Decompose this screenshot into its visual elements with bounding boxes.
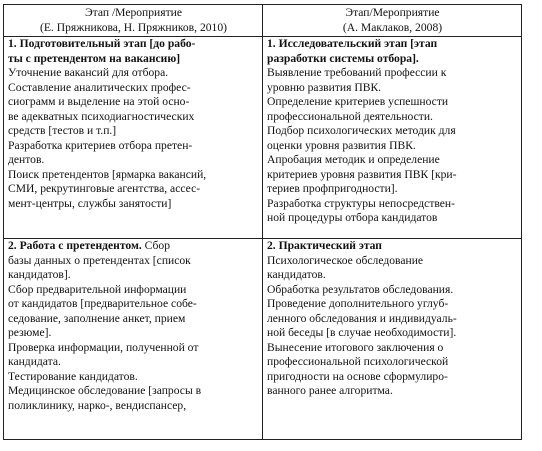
cell-practical-stage <box>263 239 522 440</box>
cell-text-line: ве адекватных психодиагностических <box>8 109 195 123</box>
cell-text-line: разработки системы отбора]. <box>267 51 419 65</box>
table-row <box>4 239 522 440</box>
header-cell-pryazhnikov <box>4 5 263 37</box>
header-source: (А. Маклаков, 2008) <box>342 20 443 34</box>
cell-text-line: Тестирование кандидатов. <box>8 369 138 383</box>
cell-text-line: поликлинику, нарко-, вендиспансер, <box>8 398 187 412</box>
cell-text-line: профессиональной деятельности. <box>267 109 433 123</box>
cell-text-line: Сбор предварительной информации <box>8 282 187 296</box>
cell-text-line: дентов. <box>8 153 45 166</box>
cell-text-line: уровню развития ПВК. <box>267 80 382 94</box>
cell-text-line: СМИ, рекрутинговые агентства, ассес- <box>8 182 201 195</box>
cell-text-line: пригодности на основе сформулиро- <box>267 369 448 383</box>
table-row <box>4 37 522 239</box>
cell-text-line: Медицинское обследование [запросы в <box>8 384 202 397</box>
cell-candidate-work-stage <box>4 239 263 440</box>
cell-text-line: ты с претендентом на вакансию] <box>8 51 181 65</box>
cell-text-line: 1. Исследовательский этап [этап <box>267 37 438 50</box>
cell-text-line: Поиск претендентов [ярмарка вакансий, <box>8 167 207 181</box>
header-label: Этап/Мероприятие <box>345 6 440 19</box>
cell-text-line <box>8 239 259 254</box>
cell-text-line: сиограмм и выделение на этой осно- <box>8 95 190 108</box>
cell-text-line: ванного ранее алгоритма. <box>267 384 393 397</box>
cell-text-line: критериев уровня развития ПВК [кри- <box>267 167 457 181</box>
cell-text-line: Определение критериев успешности <box>267 95 449 108</box>
cell-preparatory-stage <box>4 37 263 239</box>
cell-text-line: ной процедуры отбора кандидатов <box>267 211 438 224</box>
cell-text-line: Составление аналитических профес- <box>8 80 191 94</box>
cell-text-line: Уточнение вакансий для отбора. <box>8 66 169 79</box>
cell-text-line: профессиональной психологической <box>267 355 449 368</box>
cell-text-line: Разработка структуры непосредствен- <box>267 196 456 210</box>
cell-text-line: кандидата. <box>8 355 61 368</box>
cell-research-stage <box>263 37 522 239</box>
cell-text-line: кандидатов]. <box>8 268 71 281</box>
cell-text-line: седование, заполнение анкет, прием <box>8 311 186 325</box>
cell-text-line: Обработка результатов обследования. <box>267 282 454 296</box>
cell-text-line: кандидатов. <box>267 268 326 281</box>
cell-text-line: 1. Подготовительный этап [до рабо- <box>8 37 196 50</box>
cell-text-line: Подбор психологических методик для <box>267 124 456 137</box>
cell-text-line: ленного обследования и индивидуаль- <box>267 311 457 325</box>
cell-text-line: Проведение дополнительного углуб- <box>267 297 449 310</box>
cell-text-line: резюме]. <box>8 326 52 339</box>
cell-text-line: Выявление требований профессии к <box>267 66 447 79</box>
cell-text-line: териев профпригодности]. <box>267 182 398 195</box>
stages-comparison-table <box>3 4 522 440</box>
cell-text-line: оценки уровня развития ПВК. <box>267 138 416 152</box>
cell-text-line: 2. Практический этап <box>267 239 382 252</box>
cell-text-line: Вынесение итогового заключения о <box>267 340 444 354</box>
cell-text-line: средств [тестов и т.п.] <box>8 124 117 137</box>
header-cell-maklakov <box>263 5 522 37</box>
cell-text-line: Апробация методик и определение <box>267 153 440 166</box>
header-label: Этап /Мероприятие <box>84 6 183 19</box>
cell-text-line: Психологическое обследование <box>267 253 424 267</box>
stage-text: Сбор <box>144 239 171 252</box>
cell-text-line: базы данных о претендентах [список <box>8 253 191 267</box>
cell-text-line: Разработка критериев отбора претен- <box>8 138 193 152</box>
cell-text-line: ной беседы [в случае необходимости]. <box>267 326 457 339</box>
cell-text-line: от кандидатов [предварительное собе- <box>8 297 197 310</box>
stage-title: 2. Работа с претендентом. <box>8 239 145 252</box>
cell-text-line: Проверка информации, полученной от <box>8 340 199 354</box>
header-source: (Е. Пряжникова, Н. Пряжников, 2010) <box>39 20 228 34</box>
cell-text-line: мент-центры, службы занятости] <box>8 196 172 210</box>
header-row <box>4 5 522 37</box>
